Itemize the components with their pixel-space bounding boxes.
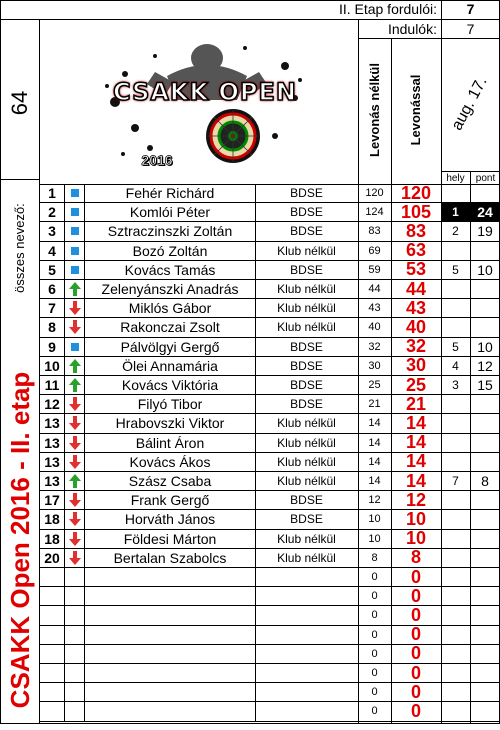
row-place: 3: [452, 378, 459, 393]
row-player-name: Frank Gergő: [130, 492, 210, 509]
row-player-name: Rakonczai Zsolt: [120, 319, 220, 336]
trend-down-icon: [65, 395, 84, 413]
row-place: [441, 606, 470, 624]
row-score-without-levonas: 0: [371, 628, 378, 641]
row-score-without-levonas: 59: [368, 263, 381, 276]
table-row: [0, 606, 500, 625]
row-points: [470, 664, 500, 682]
row-score-without-levonas: 14: [368, 475, 381, 488]
row-points: [470, 453, 500, 471]
row-player-name: Fehér Richárd: [125, 185, 215, 202]
row-points: [470, 242, 500, 260]
trend-same-icon: [65, 338, 84, 356]
row-place: 2: [452, 224, 459, 239]
row-club: [255, 683, 358, 701]
row-rank: 13: [44, 473, 60, 490]
row-rank: 8: [48, 319, 56, 336]
row-club: Klub nélkül: [277, 454, 336, 469]
table-row: [0, 222, 500, 241]
row-score-with-levonas: 10: [405, 510, 427, 529]
table-row: [0, 549, 500, 568]
row-rank: [40, 683, 64, 701]
row-points: [470, 587, 500, 605]
col-header-date: aug. 17.: [448, 74, 491, 134]
row-score-with-levonas: 120: [400, 184, 432, 203]
trend-down-icon: [65, 491, 84, 509]
row-rank: 13: [44, 434, 60, 451]
row-points: [470, 414, 500, 432]
row-score-without-levonas: 40: [368, 321, 381, 334]
row-score-without-levonas: 83: [368, 225, 381, 238]
row-score-without-levonas: 0: [371, 667, 378, 680]
row-place: [441, 434, 470, 452]
row-points: [470, 299, 500, 317]
row-player-name: Földesi Márton: [123, 530, 217, 547]
row-points: 10: [477, 338, 493, 355]
row-points: [470, 683, 500, 701]
row-club: Klub nélkül: [277, 320, 336, 335]
row-place: [441, 414, 470, 432]
table-row: [0, 530, 500, 549]
row-player-name: Szász Csaba: [128, 473, 212, 490]
row-score-with-levonas: 25: [405, 376, 427, 395]
row-score-without-levonas: 12: [368, 494, 381, 507]
row-points: [470, 491, 500, 509]
row-points: 12: [477, 357, 493, 374]
row-rank: 10: [44, 357, 60, 374]
row-place: [441, 549, 470, 567]
row-player-name: Miklós Gábor: [128, 300, 212, 317]
table-row: [0, 683, 500, 702]
row-club: [255, 626, 358, 644]
row-score-with-levonas: 40: [405, 318, 427, 337]
row-score-with-levonas: 83: [405, 222, 427, 241]
row-club: BDSE: [290, 397, 323, 412]
row-rank: [40, 664, 64, 682]
row-club: Klub nélkül: [277, 531, 336, 546]
row-club: BDSE: [290, 512, 323, 527]
row-place: 5: [452, 262, 459, 277]
row-points: [470, 626, 500, 644]
row-points: 8: [481, 473, 489, 490]
row-score-with-levonas: 63: [405, 241, 427, 260]
table-row: [0, 203, 500, 222]
row-score-with-levonas: 0: [410, 702, 421, 721]
table-row: [0, 414, 500, 433]
row-place: [441, 280, 470, 298]
row-score-without-levonas: 10: [368, 532, 381, 545]
row-points: 10: [477, 261, 493, 278]
row-player-name: Bozó Zoltán: [132, 242, 208, 259]
row-score-with-levonas: 8: [410, 548, 421, 567]
row-rank: 13: [44, 415, 60, 432]
logo-year: 2016: [141, 152, 173, 168]
row-player-name: [85, 683, 255, 701]
row-rank: 13: [44, 453, 60, 470]
row-player-name: Bálint Áron: [135, 434, 205, 451]
row-rank: 2: [48, 204, 56, 221]
row-club: Klub nélkül: [277, 416, 336, 431]
table-row: [0, 376, 500, 395]
row-score-without-levonas: 8: [371, 551, 378, 564]
row-club: BDSE: [290, 378, 323, 393]
row-player-name: [85, 702, 255, 720]
row-score-without-levonas: 0: [371, 705, 378, 718]
row-score-with-levonas: 32: [405, 337, 427, 356]
logo-title: CSAKK OPEN: [113, 78, 297, 106]
row-rank: 6: [48, 281, 56, 298]
row-club: [255, 645, 358, 663]
row-score-with-levonas: 0: [410, 625, 421, 644]
row-player-name: Kovács Viktória: [121, 377, 219, 394]
row-rank: [40, 606, 64, 624]
row-club: BDSE: [290, 339, 323, 354]
total-entries-count: 64: [7, 90, 32, 116]
row-rank: [40, 626, 64, 644]
row-score-with-levonas: 53: [405, 260, 427, 279]
row-club: [255, 702, 358, 720]
row-score-with-levonas: 0: [410, 587, 421, 606]
rounds-value: 7: [466, 1, 475, 17]
row-place: [441, 645, 470, 663]
table-row: [0, 395, 500, 414]
total-entries-label: összes nevező:: [12, 203, 27, 293]
row-player-name: [85, 606, 255, 624]
table-row: [0, 299, 500, 318]
row-score-without-levonas: 14: [368, 436, 381, 449]
row-place: 7: [452, 474, 459, 489]
row-rank: [40, 645, 64, 663]
row-rank: 20: [44, 549, 60, 566]
row-points: [470, 549, 500, 567]
row-score-without-levonas: 10: [368, 513, 381, 526]
trend-down-icon: [65, 530, 84, 548]
row-score-without-levonas: 0: [371, 609, 378, 622]
table-row: [0, 261, 500, 280]
table-row: [0, 664, 500, 683]
row-place: [441, 530, 470, 548]
row-player-name: Bertalan Szabolcs: [113, 549, 227, 566]
row-player-name: [85, 587, 255, 605]
row-points: [470, 568, 500, 586]
row-points: [470, 645, 500, 663]
row-place: [441, 318, 470, 336]
row-points: [470, 434, 500, 452]
rounds-label: II. Etap fordulói:: [338, 1, 437, 17]
row-score-without-levonas: 0: [371, 571, 378, 584]
row-club: BDSE: [290, 224, 323, 239]
table-row: [0, 453, 500, 472]
row-rank: 4: [48, 242, 56, 259]
row-player-name: [85, 626, 255, 644]
row-club: Klub nélkül: [277, 474, 336, 489]
row-place: [441, 510, 470, 528]
row-score-without-levonas: 0: [371, 647, 378, 660]
row-points: 15: [477, 377, 493, 394]
row-score-with-levonas: 0: [410, 664, 421, 683]
row-place: [441, 702, 470, 720]
row-rank: 17: [44, 492, 60, 509]
row-player-name: Zelenyánszki Anadrás: [101, 281, 239, 298]
table-row: [0, 626, 500, 645]
row-player-name: [85, 645, 255, 663]
row-club: [255, 664, 358, 682]
row-place: [441, 683, 470, 701]
row-score-without-levonas: 30: [368, 359, 381, 372]
row-place: [441, 626, 470, 644]
col-header-without-levonas: Levonás nélkül: [367, 63, 382, 157]
table-row: [0, 510, 500, 529]
trend-down-icon: [65, 434, 84, 452]
table-row: [0, 645, 500, 664]
trend-same-icon: [65, 242, 84, 260]
row-club: BDSE: [290, 186, 323, 201]
row-player-name: Sztraczinszki Zoltán: [107, 223, 233, 240]
row-rank: [40, 568, 64, 586]
col-header-with-levonas: Levonással: [408, 74, 423, 146]
table-row: [0, 472, 500, 491]
row-score-with-levonas: 14: [405, 433, 427, 452]
table-row: [0, 702, 500, 721]
trend-down-icon: [65, 453, 84, 471]
row-place: 4: [452, 358, 459, 373]
row-score-with-levonas: 43: [405, 299, 427, 318]
row-place: [441, 242, 470, 260]
trend-down-icon: [65, 299, 84, 317]
row-place: 5: [452, 339, 459, 354]
row-place: [441, 491, 470, 509]
row-place: [441, 184, 470, 202]
csakk-open-logo: [95, 36, 315, 176]
row-score-without-levonas: 44: [368, 283, 381, 296]
row-points: [470, 530, 500, 548]
row-rank: 3: [48, 223, 56, 240]
row-player-name: Horváth János: [124, 511, 216, 528]
row-place: [441, 299, 470, 317]
row-player-name: [85, 568, 255, 586]
trend-up-icon: [65, 357, 84, 375]
row-rank: 12: [44, 396, 60, 413]
row-points: [470, 184, 500, 202]
row-points: [470, 510, 500, 528]
row-score-with-levonas: 21: [405, 395, 427, 414]
row-player-name: Kovács Ákos: [129, 453, 211, 470]
row-rank: 1: [48, 185, 56, 202]
row-rank: 18: [44, 530, 60, 547]
standings-table: [0, 184, 500, 724]
row-score-with-levonas: 30: [405, 356, 427, 375]
row-score-with-levonas: 14: [405, 414, 427, 433]
trend-up-icon: [65, 376, 84, 394]
row-score-without-levonas: 21: [368, 398, 381, 411]
event-title: CSAKK Open 2016 - II. etap: [5, 371, 35, 709]
row-rank: 7: [48, 300, 56, 317]
table-row: [0, 338, 500, 357]
table-row: [0, 280, 500, 299]
row-score-without-levonas: 32: [368, 340, 381, 353]
row-club: Klub nélkül: [277, 243, 336, 258]
row-player-name: Hrabovszki Viktor: [115, 415, 225, 432]
row-score-with-levonas: 0: [410, 644, 421, 663]
row-points: [470, 702, 500, 720]
trend-down-icon: [65, 318, 84, 336]
row-rank: [40, 587, 64, 605]
row-club: BDSE: [290, 358, 323, 373]
row-score-with-levonas: 10: [405, 529, 427, 548]
row-points: [470, 395, 500, 413]
row-place: [441, 587, 470, 605]
trend-down-icon: [65, 414, 84, 432]
row-club: Klub nélkül: [277, 301, 336, 316]
trend-up-icon: [65, 280, 84, 298]
row-club: BDSE: [290, 262, 323, 277]
col-header-place: hely: [446, 173, 465, 184]
trend-same-icon: [65, 203, 84, 221]
row-score-without-levonas: 43: [368, 302, 381, 315]
table-row: [0, 587, 500, 606]
row-rank: 5: [48, 261, 56, 278]
row-points: [470, 318, 500, 336]
row-player-name: Ölei Annamária: [122, 357, 218, 374]
row-score-without-levonas: 0: [371, 686, 378, 699]
row-score-with-levonas: 105: [400, 203, 432, 222]
row-place: [441, 395, 470, 413]
row-club: [255, 568, 358, 586]
row-club: Klub nélkül: [277, 282, 336, 297]
row-player-name: Pálvölgyi Gergő: [120, 338, 220, 355]
row-score-without-levonas: 124: [365, 206, 384, 219]
dartboard-icon: [205, 108, 261, 164]
row-score-without-levonas: 69: [368, 244, 381, 257]
entrants-value: 7: [466, 21, 475, 37]
row-club: Klub nélkül: [277, 435, 336, 450]
row-score-with-levonas: 0: [410, 683, 421, 702]
row-place: [441, 664, 470, 682]
row-player-name: Kovács Tamás: [124, 261, 216, 278]
row-place: 1: [441, 203, 470, 221]
row-points: 24: [470, 203, 500, 221]
row-score-without-levonas: 14: [368, 417, 381, 430]
row-score-without-levonas: 120: [365, 187, 384, 200]
entrants-label: Indulók:: [387, 21, 437, 37]
row-club: [255, 606, 358, 624]
row-score-with-levonas: 0: [410, 568, 421, 587]
table-row: [0, 491, 500, 510]
trend-same-icon: [65, 184, 84, 202]
row-points: 19: [477, 223, 493, 240]
row-score-with-levonas: 14: [405, 452, 427, 471]
trend-up-icon: [65, 472, 84, 490]
row-points: [470, 606, 500, 624]
row-rank: 9: [48, 338, 56, 355]
row-score-without-levonas: 0: [371, 590, 378, 603]
col-header-points: pont: [475, 173, 496, 184]
row-rank: 18: [44, 511, 60, 528]
row-rank: [40, 702, 64, 720]
table-row: [0, 318, 500, 337]
trend-down-icon: [65, 549, 84, 567]
table-row: [0, 357, 500, 376]
row-place: [441, 453, 470, 471]
row-player-name: Filyó Tibor: [137, 396, 203, 413]
row-score-with-levonas: 14: [405, 472, 427, 491]
row-score-with-levonas: 44: [405, 280, 427, 299]
trend-same-icon: [65, 222, 84, 240]
row-club: Klub nélkül: [277, 550, 336, 565]
row-place: [441, 568, 470, 586]
row-club: BDSE: [290, 205, 323, 220]
row-player-name: [85, 664, 255, 682]
table-row: [0, 242, 500, 261]
table-row: [0, 568, 500, 587]
row-club: BDSE: [290, 493, 323, 508]
table-row: [0, 434, 500, 453]
row-player-name: Komlói Péter: [129, 204, 211, 221]
trend-down-icon: [65, 510, 84, 528]
row-score-without-levonas: 25: [368, 379, 381, 392]
trend-same-icon: [65, 261, 84, 279]
row-club: [255, 587, 358, 605]
row-score-with-levonas: 0: [410, 606, 421, 625]
row-score-without-levonas: 14: [368, 455, 381, 468]
row-score-with-levonas: 12: [405, 491, 427, 510]
row-rank: 11: [44, 377, 60, 394]
row-points: [470, 280, 500, 298]
table-row: [0, 184, 500, 203]
